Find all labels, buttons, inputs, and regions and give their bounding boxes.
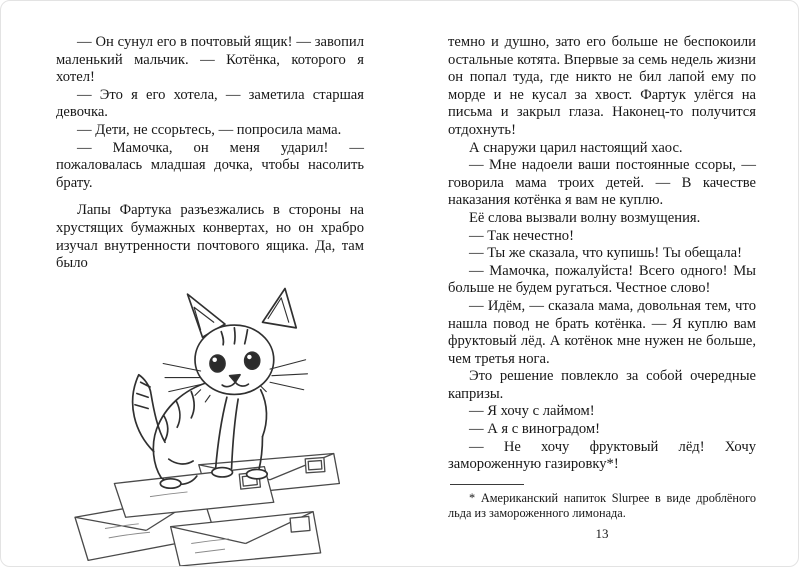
kitten-sketch: [60, 281, 360, 567]
paragraph: — Это я его хотела, — заметила старшая девочка.: [56, 86, 364, 121]
paragraph: А снаружи царил настоящий хаос.: [469, 139, 683, 156]
paragraph: — Я хочу с лаймом!: [469, 403, 595, 420]
paragraph: темно и душно, зато его больше не беспокоили остальные котята. Впервые за семь недель жизни он попал туда, где никто не бил лапой ему по морде и не кусал за хвост. Фартук улёгся на письма и закрыл глаза. Наконец-то получится отдохнуть!: [448, 34, 756, 138]
paragraph: — Идём, — сказала мама, довольная тем, что нашла повод не брать котёнка. — Я куплю вам фруктовый лёд. А котёнок мне нужен не больше, чем третья нога.: [448, 297, 756, 367]
left-page-column: [56, 34, 364, 567]
paragraph: — Мамочка, он меня ударил! — пожаловалась младшая дочка, чтобы насолить брату.: [56, 139, 364, 191]
paragraph: — Дети, не ссорьтесь, — попросила мама.: [77, 121, 342, 138]
paragraph: — А я с виноградом!: [469, 421, 601, 438]
footnote-block: [448, 484, 756, 522]
paragraph: Её слова вызвали волну возмущения.: [469, 209, 701, 226]
paragraph: — Не хочу фруктовый лёд! Хочу замороженную газировку*!: [448, 438, 756, 473]
paragraph: — Мне надоели ваши постоянные ссоры, — говорила мама троих детей. — В качестве наказания котёнка я вам не куплю.: [448, 157, 756, 209]
footnote-text: * Американский напиток Slurpee в виде дроблёного льда из замороженного лимонада.: [448, 490, 756, 521]
paragraph: Это решение повлекло за собой очередные капризы.: [448, 368, 756, 402]
paragraph: — Мамочка, пожалуйста! Всего одного! Мы больше не будем ругаться. Честное слово!: [448, 262, 756, 297]
footnote-divider: [450, 484, 524, 485]
paragraph: — Так нечестно!: [469, 227, 574, 244]
paragraph: — Ты же сказала, что купишь! Ты обещала!: [469, 245, 742, 262]
page-number: 13: [595, 526, 609, 541]
paragraph: — Он сунул его в почтовый ящик! — завопил маленький мальчик. — Котёнка, которого я хотел!: [56, 34, 364, 86]
two-column-text: [56, 34, 756, 567]
right-page-column: [448, 34, 756, 567]
kitten-on-envelopes-illustration: [60, 281, 360, 567]
paragraph: Лапы Фартука разъезжались в стороны на хрустящих бумажных конвертах, но он храбро изучал внутренности почтового ящика. Да, там было: [56, 202, 364, 272]
